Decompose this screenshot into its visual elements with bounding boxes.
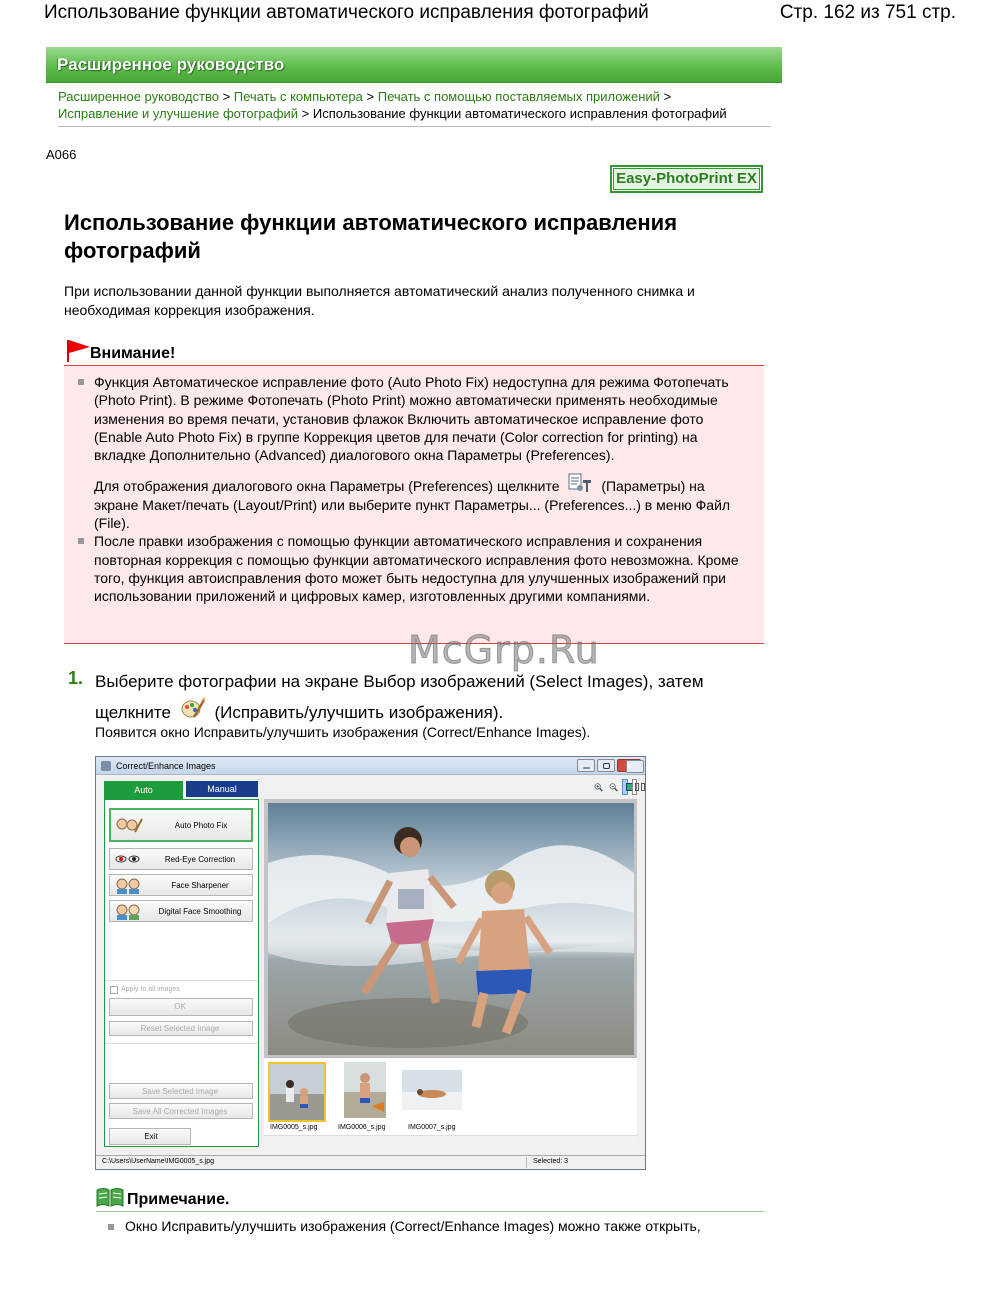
window-controls [577,759,641,772]
step-result: Появится окно Исправить/улучшить изображения (Correct/Enhance Images). [95,724,591,740]
digital-face-smoothing-button[interactable] [109,900,253,922]
note-title: Примечание. [127,1191,230,1208]
tab-manual[interactable]: Manual [186,781,258,797]
caution-list [94,373,749,606]
page-header [44,2,956,30]
list-item [94,373,749,532]
thumbnail-image [270,1064,324,1120]
ok-button[interactable] [109,998,253,1016]
compare-view-icon[interactable] [632,779,637,795]
bullet [78,379,84,385]
breadcrumb-separator: > [222,89,231,104]
preview-photo [268,803,634,1055]
step-number: 1. [68,668,84,688]
breadcrumb-link-correct-enhance[interactable]: Исправление и улучшение фотографий [58,106,299,121]
zoom-out-icon[interactable] [608,779,619,795]
product-badge [610,165,763,193]
divider [105,980,258,981]
thumbnail[interactable] [338,1062,396,1122]
thumbnail[interactable] [268,1062,326,1122]
auto-photo-fix-label: Auto Photo Fix [174,821,228,830]
face-sharpener-label: Face Sharpener [171,881,229,890]
caution-box [64,365,764,644]
caution-item2-paragraph: После правки изображения с помощью функции автоматического исправления и сохранения повторная коррекция с помощью функции автоматического исправления фото невозможна. Кроме того, функция автоисправления фото может быть недоступна для улучшенных изображений при использовании приложений и цифровых камер, изготовленных другими компаниями. [94,533,739,605]
caution-item1-text-before: Для отображения диалогового окна Параметры (Preferences) щелкните [94,478,560,495]
step-instruction [95,668,765,727]
apply-all-label: Apply to all images [121,986,180,993]
breadcrumb-separator: > [663,89,672,104]
save-all-label: Save All Corrected Images [132,1107,228,1116]
status-divider [526,1157,527,1168]
exit-label: Exit [144,1132,158,1141]
thumbnail-image [402,1062,462,1118]
document-code: A066 [46,147,77,162]
red-eye-correction-label: Red-Eye Correction [164,855,236,864]
caution-item1-text-after: (Параметры) на экране Макет/печать (Layout/Print) или выберите пункт Параметры... (Preferences...) в меню Файл (File). [94,478,731,532]
list-item [94,532,749,605]
save-all-corrected-button[interactable] [109,1103,253,1119]
thumbnail[interactable] [402,1062,462,1122]
status-selected-count: Selected: 3 [533,1158,569,1165]
correct-enhance-icon [180,696,206,720]
minimize-icon[interactable] [577,759,595,772]
reset-selected-label: Reset Selected Image [140,1024,220,1033]
caution-title: Внимание! [90,345,176,362]
thumbnail-scrollbar[interactable] [264,1135,637,1145]
step-text-before: Выберите фотографии на экране Выбор изображений (Select Images), затем щелкните [95,672,704,722]
close-icon[interactable]: × [617,759,641,772]
status-file-path: C:\Users\UserName\IMG0005_s.jpg [102,1158,215,1165]
tab-auto[interactable]: Auto [104,781,183,799]
window-title: Correct/Enhance Images [116,761,216,771]
thumbnail-image [338,1062,392,1118]
breadcrumb [58,88,770,122]
bullet [108,1224,114,1230]
status-bar [96,1155,645,1169]
caution-item1-preferences-paragraph [94,472,749,532]
red-eye-icon [114,852,142,868]
caution-item1-paragraph: Функция Автоматическое исправление фото (Auto Photo Fix) недоступна для режима Фотопечать (Photo Print). В режиме Фотопечать (Photo Print) можно автоматически применять необходимые изменения во время печати, установив флажок Включить автоматическое исправление фото (Enable Auto Photo Fix) в группе Коррекция цветов для печати (Color correction for printing) на вкладке Дополнительно (Advanced) диалогового окна Параметры (Preferences). [94,374,729,464]
breadcrumb-divider [58,126,771,127]
thumbnail-label: IMG0006_s.jpg [338,1124,386,1131]
app-icon [101,761,111,771]
image-preview-area [264,799,637,1057]
red-flag-icon [66,340,90,362]
watermark: McGrp.Ru [408,628,600,672]
face-sharpener-icon [114,878,142,894]
apply-all-checkbox[interactable] [110,986,118,994]
thumbnail-label: IMG0007_s.jpg [408,1124,456,1131]
auto-photo-fix-icon [115,817,143,833]
breadcrumb-separator: > [366,89,375,104]
step-text-after: (Исправить/улучшить изображения). [214,703,504,722]
ok-label: OK [174,1002,186,1011]
note-divider [96,1211,764,1212]
thumbnail-label: IMG0005_s.jpg [270,1124,318,1131]
breadcrumb-link-advanced-guide[interactable]: Расширенное руководство [58,89,219,104]
product-badge-label: Easy-PhotoPrint EX [613,168,760,190]
section-banner [46,47,782,83]
save-selected-label: Save Selected Image [141,1087,219,1096]
save-selected-image-button[interactable] [109,1083,253,1099]
breadcrumb-current: Использование функции автоматического исправления фотографий [312,106,727,121]
breadcrumb-separator: > [301,106,310,121]
maximize-icon[interactable] [597,759,615,772]
bullet [78,538,84,544]
exit-button[interactable] [109,1128,191,1145]
window-titlebar [96,757,645,775]
breadcrumb-link-bundled-apps[interactable]: Печать с помощью поставляемых приложений [377,89,660,104]
breadcrumb-link-printing-from-computer[interactable]: Печать с компьютера [233,89,363,104]
red-eye-correction-button[interactable] [109,848,253,870]
banner-title: Расширенное руководство [57,55,285,74]
face-smoothing-icon [114,904,142,920]
divider [105,1043,258,1044]
page-header-title: Использование функции автоматического исправления фотографий [44,2,649,23]
page-counter: Стр. 162 из 751 стр. [779,2,956,23]
digital-face-smoothing-label: Digital Face Smoothing [158,907,242,916]
auto-photo-fix-button[interactable] [109,808,253,842]
zoom-in-icon[interactable] [593,779,604,795]
single-view-icon[interactable] [622,779,627,795]
face-sharpener-button[interactable] [109,874,253,896]
book-icon [96,1187,124,1207]
auto-tab-panel [104,799,259,1147]
preferences-icon [567,472,593,494]
correct-enhance-window [95,756,646,1170]
note-item: Окно Исправить/улучшить изображения (Correct/Enhance Images) можно также открыть, [125,1218,701,1234]
reset-selected-image-button[interactable] [109,1021,253,1036]
intro-paragraph: При использовании данной функции выполняется автоматический анализ полученного снимка и необходимая коррекция изображения. [64,283,695,318]
page-title: Использование функции автоматического исправления фотографий [64,210,678,263]
view-toolbar [593,779,637,795]
thumbnail-strip [264,1057,637,1145]
